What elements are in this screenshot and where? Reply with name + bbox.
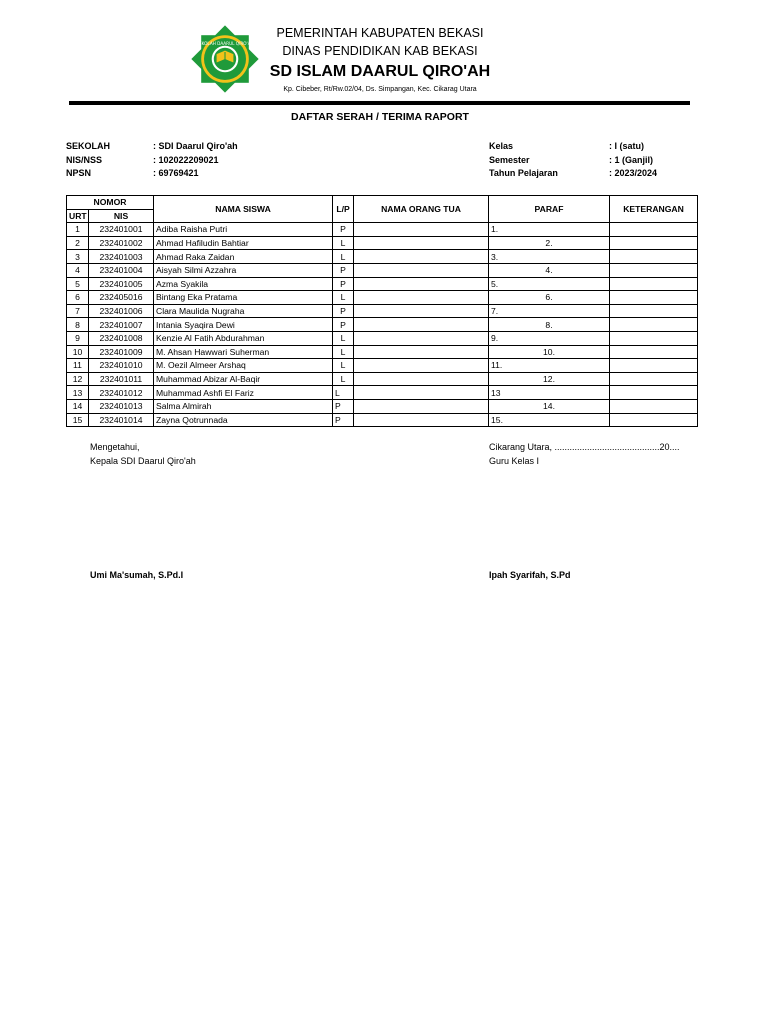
cell-nis: 232401003 (89, 250, 154, 264)
cell-nama-orang-tua (354, 413, 489, 427)
cell-nama-siswa: M. Oezil Almeer Arshaq (154, 359, 333, 373)
table-row (67, 277, 698, 291)
cell-lp: L (333, 359, 354, 373)
cell-lp: L (333, 250, 354, 264)
cell-lp: L (333, 291, 354, 305)
header-paraf: PARAF (489, 196, 610, 223)
cell-urt: 6 (67, 291, 89, 305)
info-label-kelas: Kelas (489, 141, 514, 151)
cell-keterangan (610, 372, 698, 386)
header-divider (69, 101, 690, 105)
cell-paraf: 5. (489, 277, 610, 291)
header-nis: NIS (89, 209, 154, 223)
raport-table (66, 195, 698, 427)
table-row (67, 399, 698, 413)
table-row (67, 345, 698, 359)
header-urt: URT (67, 209, 89, 223)
cell-nis: 232401006 (89, 304, 154, 318)
cell-nama-siswa: Azma Syakila (154, 277, 333, 291)
cell-nama-siswa: Intania Syaqira Dewi (154, 318, 333, 332)
cell-nama-siswa: Kenzie Al Fatih Abdurahman (154, 331, 333, 345)
cell-keterangan (610, 277, 698, 291)
cell-keterangan (610, 386, 698, 400)
table-row (67, 250, 698, 264)
cell-urt: 8 (67, 318, 89, 332)
cell-urt: 7 (67, 304, 89, 318)
logo-text: SEKOLAH DAARUL QIRO'AH (196, 41, 254, 46)
cell-urt: 12 (67, 372, 89, 386)
cell-keterangan (610, 236, 698, 250)
cell-nis: 232401004 (89, 263, 154, 277)
cell-lp: P (333, 263, 354, 277)
cell-lp: P (333, 304, 354, 318)
cell-nama-orang-tua (354, 386, 489, 400)
cell-nama-orang-tua (354, 263, 489, 277)
cell-paraf: 12. (489, 372, 610, 386)
cell-paraf: 9. (489, 331, 610, 345)
cell-paraf: 4. (489, 263, 610, 277)
cell-urt: 4 (67, 263, 89, 277)
cell-nis: 232401013 (89, 399, 154, 413)
header-nomor: NOMOR (67, 196, 154, 210)
table-row (67, 291, 698, 305)
sig-left-line1: Mengetahui, (90, 442, 140, 452)
sig-left-name: Umi Ma'sumah, S.Pd.I (90, 570, 184, 580)
cell-nis: 232401001 (89, 223, 154, 237)
cell-nis: 232401011 (89, 372, 154, 386)
cell-nis: 232405016 (89, 291, 154, 305)
cell-lp: P (333, 318, 354, 332)
info-value-tahun: : 2023/2024 (609, 168, 658, 178)
table-row (67, 331, 698, 345)
cell-keterangan (610, 331, 698, 345)
cell-keterangan (610, 318, 698, 332)
cell-urt: 10 (67, 345, 89, 359)
header-nama-orang-tua: NAMA ORANG TUA (354, 196, 489, 223)
cell-keterangan (610, 291, 698, 305)
cell-nama-orang-tua (354, 331, 489, 345)
cell-lp: L (333, 345, 354, 359)
header-lp: L/P (333, 196, 354, 223)
cell-keterangan (610, 359, 698, 373)
cell-paraf: 3. (489, 250, 610, 264)
cell-keterangan (610, 413, 698, 427)
cell-urt: 13 (67, 386, 89, 400)
cell-paraf: 7. (489, 304, 610, 318)
cell-keterangan (610, 399, 698, 413)
cell-nis: 232401005 (89, 277, 154, 291)
cell-nama-orang-tua (354, 345, 489, 359)
cell-nama-siswa: Aisyah Silmi Azzahra (154, 263, 333, 277)
cell-nama-orang-tua (354, 372, 489, 386)
cell-nis: 232401014 (89, 413, 154, 427)
cell-nama-orang-tua (354, 318, 489, 332)
header-department: DINAS PENDIDIKAN KAB BEKASI (282, 44, 478, 58)
cell-nis: 232401009 (89, 345, 154, 359)
sig-right-name: Ipah Syarifah, S.Pd (489, 570, 571, 580)
cell-lp: L (333, 331, 354, 345)
cell-nis: 232401008 (89, 331, 154, 345)
cell-paraf: 14. (489, 399, 610, 413)
cell-nama-orang-tua (354, 250, 489, 264)
sig-right-line2: Guru Kelas I (489, 456, 540, 466)
cell-nama-siswa: Adiba Raisha Putri (154, 223, 333, 237)
cell-nama-siswa: Ahmad Hafiludin Bahtiar (154, 236, 333, 250)
cell-urt: 11 (67, 359, 89, 373)
cell-nama-orang-tua (354, 223, 489, 237)
cell-keterangan (610, 345, 698, 359)
cell-urt: 5 (67, 277, 89, 291)
cell-keterangan (610, 304, 698, 318)
cell-nama-orang-tua (354, 359, 489, 373)
info-value-nis: : 102022209021 (153, 155, 219, 165)
cell-urt: 1 (67, 223, 89, 237)
info-label-nis: NIS/NSS (66, 155, 103, 165)
cell-paraf: 10. (489, 345, 610, 359)
cell-nama-siswa: Zayna Qotrunnada (154, 413, 333, 427)
sig-right-line1: Cikarang Utara, ..........................................20.... (489, 442, 680, 452)
cell-nama-siswa: M. Ahsan Hawwari Suherman (154, 345, 333, 359)
table-row (67, 386, 698, 400)
cell-lp: P (333, 223, 354, 237)
cell-nama-siswa: Clara Maulida Nugraha (154, 304, 333, 318)
cell-paraf: 11. (489, 359, 610, 373)
cell-nis: 232401010 (89, 359, 154, 373)
document-title: DAFTAR SERAH / TERIMA RAPORT (291, 111, 469, 123)
table-row (67, 359, 698, 373)
cell-keterangan (610, 223, 698, 237)
cell-nama-siswa: Muhammad Abizar Al-Baqir (154, 372, 333, 386)
cell-lp: L (333, 236, 354, 250)
cell-nis: 232401007 (89, 318, 154, 332)
cell-nis: 232401002 (89, 236, 154, 250)
table-row (67, 372, 698, 386)
cell-nama-orang-tua (354, 277, 489, 291)
info-value-npsn: : 69769421 (153, 168, 199, 178)
cell-nama-siswa: Bintang Eka Pratama (154, 291, 333, 305)
cell-lp: P (333, 399, 354, 413)
cell-nama-orang-tua (354, 291, 489, 305)
info-label-tahun: Tahun Pelajaran (489, 168, 558, 178)
cell-lp: L (333, 372, 354, 386)
table-row (67, 263, 698, 277)
cell-paraf: 13 (489, 386, 610, 400)
header-address: Kp. Cibeber, Rt/Rw.02/04, Ds. Simpangan, Kec. Cikarag Utara (283, 86, 477, 93)
cell-paraf: 1. (489, 223, 610, 237)
cell-urt: 2 (67, 236, 89, 250)
table-row (67, 413, 698, 427)
cell-nama-orang-tua (354, 236, 489, 250)
header-government: PEMERINTAH KABUPATEN BEKASI (276, 26, 484, 40)
cell-paraf: 15. (489, 413, 610, 427)
info-label-semester: Semester (489, 155, 530, 165)
cell-lp: L (333, 386, 354, 400)
cell-nama-orang-tua (354, 399, 489, 413)
cell-urt: 14 (67, 399, 89, 413)
info-value-kelas: : I (satu) (609, 141, 644, 151)
info-value-semester: : 1 (Ganjil) (609, 155, 654, 165)
cell-paraf: 8. (489, 318, 610, 332)
cell-urt: 15 (67, 413, 89, 427)
cell-lp: P (333, 413, 354, 427)
cell-paraf: 6. (489, 291, 610, 305)
table-row (67, 304, 698, 318)
cell-nama-siswa: Muhammad Ashfi El Fariz (154, 386, 333, 400)
cell-urt: 3 (67, 250, 89, 264)
header-school-name: SD ISLAM DAARUL QIRO'AH (269, 63, 491, 80)
cell-nama-siswa: Ahmad Raka Zaidan (154, 250, 333, 264)
table-row (67, 318, 698, 332)
sig-left-line2: Kepala SDI Daarul Qiro'ah (90, 456, 196, 466)
cell-nama-orang-tua (354, 304, 489, 318)
cell-urt: 9 (67, 331, 89, 345)
cell-lp: P (333, 277, 354, 291)
cell-nis: 232401012 (89, 386, 154, 400)
info-value-sekolah: : SDI Daarul Qiro'ah (153, 141, 238, 151)
info-label-npsn: NPSN (66, 168, 92, 178)
cell-keterangan (610, 263, 698, 277)
table-row (67, 223, 698, 237)
cell-paraf: 2. (489, 236, 610, 250)
header-keterangan: KETERANGAN (610, 196, 698, 223)
info-label-sekolah: SEKOLAH (66, 141, 111, 151)
cell-keterangan (610, 250, 698, 264)
table-row (67, 236, 698, 250)
header-nama-siswa: NAMA SISWA (154, 196, 333, 223)
cell-nama-siswa: Salma Almirah (154, 399, 333, 413)
